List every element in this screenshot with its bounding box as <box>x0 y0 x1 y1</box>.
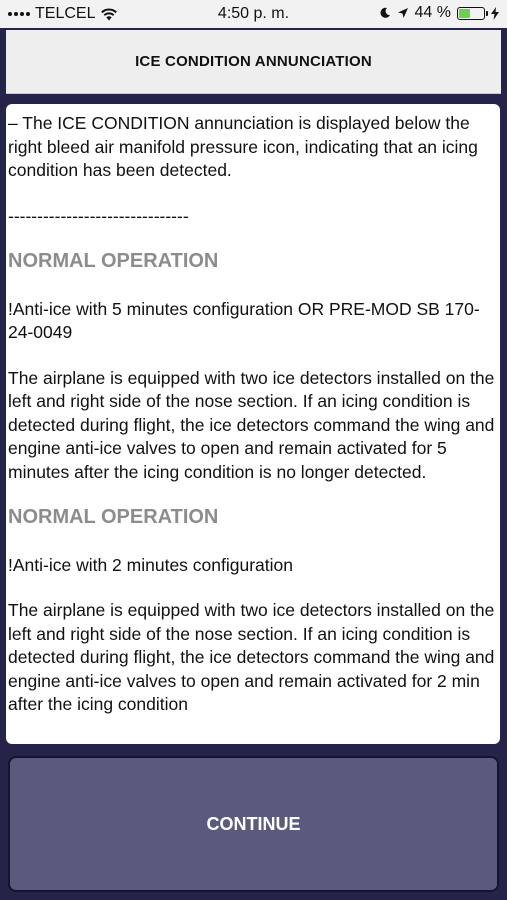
continue-button[interactable]: CONTINUE <box>8 756 499 892</box>
content-scroll <box>6 104 500 717</box>
section-subheading: !Anti-ice with 5 minutes configuration OR PRE-MOD SB 170-24-0049 <box>8 298 480 342</box>
status-time: 4:50 p. m. <box>217 5 290 22</box>
battery-percent: 44 % <box>414 4 451 21</box>
location-arrow-icon <box>397 7 409 19</box>
divider-line: ------------------------------- <box>8 205 189 226</box>
section-body: The airplane is equipped with two ice detectors installed on the left and right side of the nose section. If an icing condition is detected during flight, the ice detectors command the wing and engine anti-ice valves to open and remain activated for 2 min after the icing condition <box>8 600 495 714</box>
charging-bolt-icon <box>491 7 499 20</box>
status-right <box>379 4 499 22</box>
header-bar <box>6 30 501 94</box>
battery-icon <box>457 7 485 20</box>
section-heading: NORMAL OPERATION <box>8 506 219 528</box>
moon-icon <box>379 7 391 19</box>
section-body: The airplane is equipped with two ice detectors installed on the left and right side of the nose section. If an icing condition is detected during flight, the ice detectors command the wing and engine anti-ice valves to open and remain activated for 5 minutes after the icing condition is no longer detected. <box>8 367 495 482</box>
section-heading: NORMAL OPERATION <box>8 250 219 272</box>
content-panel[interactable] <box>6 104 500 744</box>
intro-text: – The ICE CONDITION annunciation is displayed below the right bleed air manifold pressure icon, indicating that an icing condition has been detected. <box>8 113 478 180</box>
page-title: ICE CONDITION ANNUNCIATION <box>135 53 372 70</box>
status-bar <box>0 0 507 28</box>
section-subheading: !Anti-ice with 2 minutes configuration <box>8 554 293 575</box>
carrier-label: TELCEL <box>35 5 96 22</box>
